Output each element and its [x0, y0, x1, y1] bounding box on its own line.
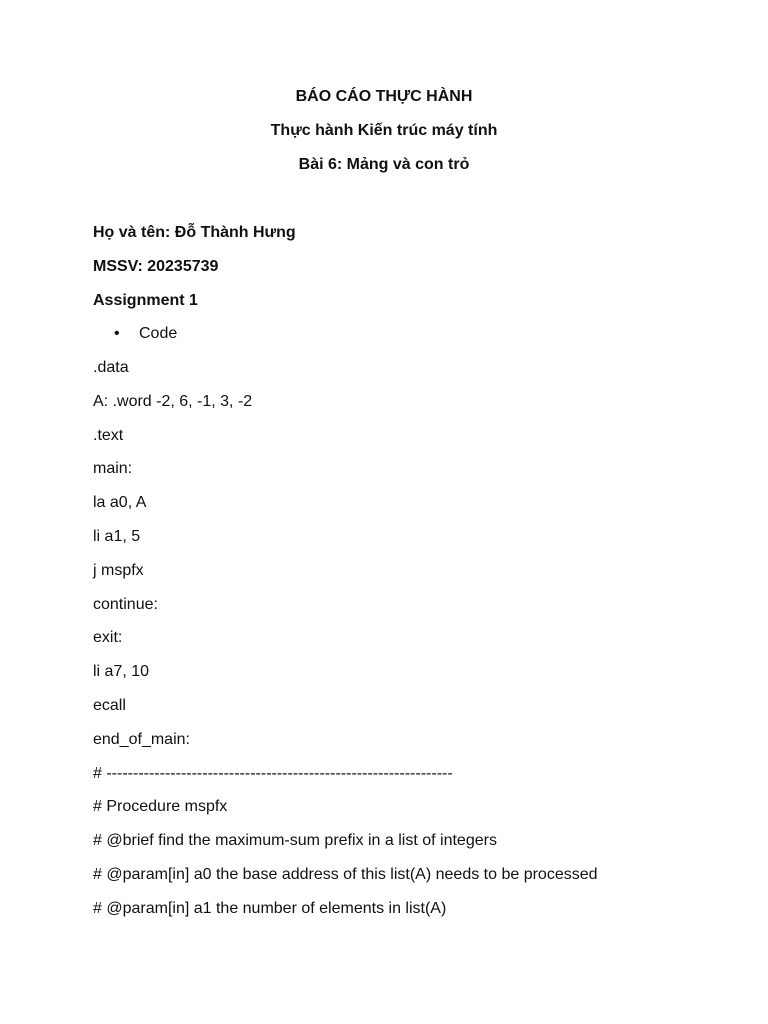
code-line: ecall: [93, 697, 126, 714]
code-line: li a7, 10: [93, 663, 150, 680]
code-line: # -----------------------------------------------------------------: [93, 765, 453, 782]
bullet-item: [114, 324, 177, 344]
code-line: .data: [93, 359, 129, 376]
code-line: j mspfx: [93, 562, 144, 579]
code-line: # @brief find the maximum-sum prefix in a list of integers: [93, 832, 497, 849]
course-title: Thực hành Kiến trúc máy tính: [270, 122, 498, 139]
bullet-dot-icon: •: [114, 325, 120, 342]
student-name: Họ và tên: Đỗ Thành Hưng: [93, 224, 296, 241]
code-line: li a1, 5: [93, 528, 141, 545]
report-title: BÁO CÁO THỰC HÀNH: [295, 88, 473, 105]
code-line: .text: [93, 427, 124, 444]
student-id: MSSV: 20235739: [93, 258, 219, 275]
code-line: # @param[in] a0 the base address of this list(A) needs to be processed: [93, 866, 598, 883]
code-line: end_of_main:: [93, 731, 190, 748]
code-line: main:: [93, 460, 133, 477]
code-line: # Procedure mspfx: [93, 798, 228, 815]
lesson-title: Bài 6: Mảng và con trỏ: [298, 156, 470, 173]
code-line: A: .word -2, 6, -1, 3, -2: [93, 393, 253, 410]
assignment-heading: Assignment 1: [93, 292, 198, 309]
code-line: continue:: [93, 596, 158, 613]
code-line: exit:: [93, 629, 123, 646]
bullet-label: Code: [139, 325, 178, 342]
code-line: # @param[in] a1 the number of elements in list(A): [93, 900, 447, 917]
code-line: la a0, A: [93, 494, 147, 511]
